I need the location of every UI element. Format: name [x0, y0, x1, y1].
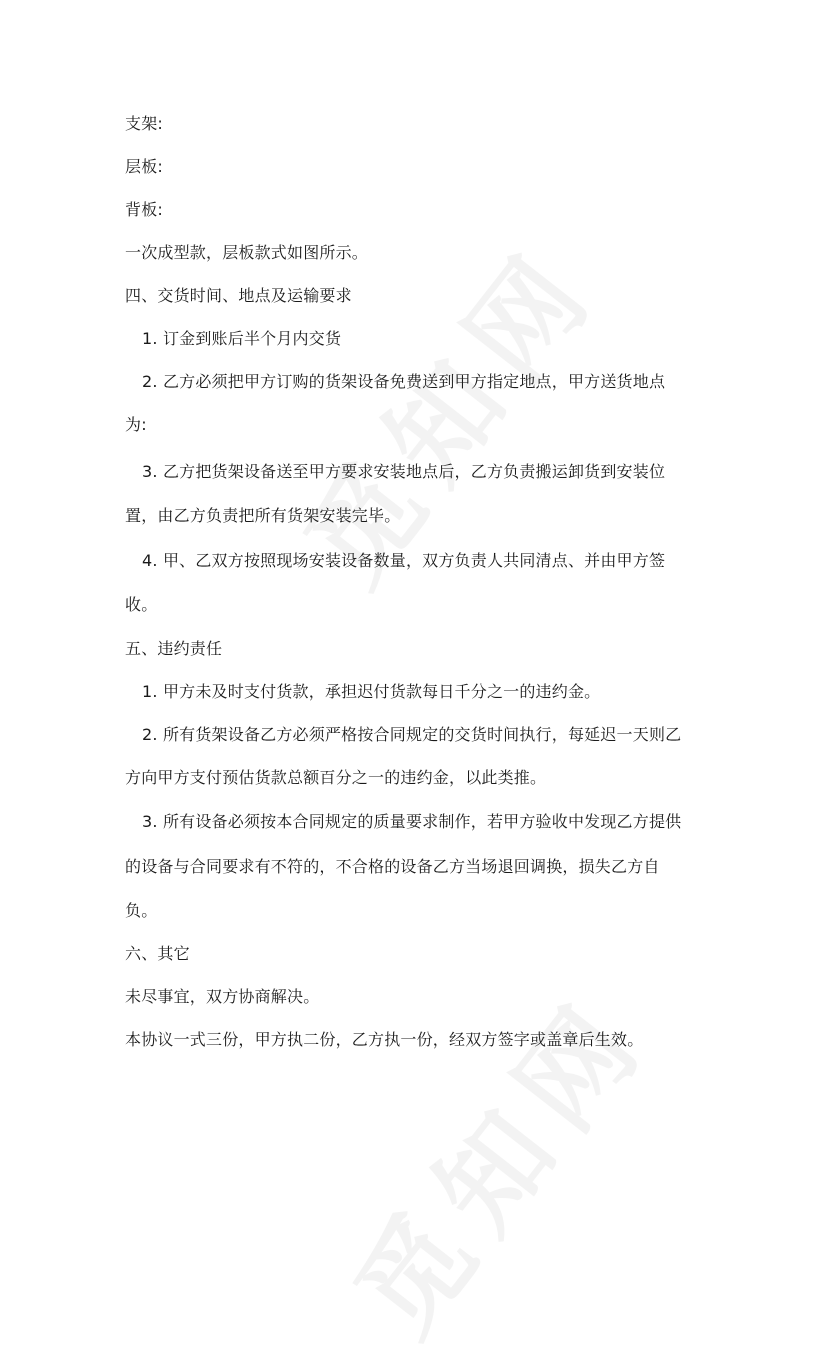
list-item-delivery-1: 1. 订金到账后半个月内交货	[142, 329, 342, 348]
list-item-liability-2-cont: 方向甲方支付预估货款总额百分之一的违约金，以此类推。	[125, 768, 547, 787]
section-heading-delivery: 四、交货时间、地点及运输要求	[125, 286, 352, 305]
list-item-liability-3-cont: 的设备与合同要求有不符的，不合格的设备乙方当场退回调换，损失乙方自	[125, 857, 660, 876]
list-item-liability-3-end: 负。	[125, 901, 158, 920]
section-heading-other: 六、其它	[125, 944, 190, 963]
text-line-shelf-label: 层板:	[125, 157, 163, 176]
list-item-delivery-2: 2. 乙方必须把甲方订购的货架设备免费送到甲方指定地点，甲方送货地点	[142, 372, 666, 391]
text-line-other-1: 未尽事宜，双方协商解决。	[125, 987, 320, 1006]
section-heading-liability: 五、违约责任	[125, 639, 223, 658]
list-item-liability-3: 3. 所有设备必须按本合同规定的质量要求制作，若甲方验收中发现乙方提供	[142, 812, 682, 831]
list-item-delivery-3-cont: 置，由乙方负责把所有货架安装完毕。	[125, 506, 401, 525]
text-line-bracket-label: 支架:	[125, 114, 163, 133]
text-line-other-2: 本协议一式三份，甲方执二份，乙方执一份，经双方签字或盖章后生效。	[125, 1030, 644, 1049]
text-line-style-note: 一次成型款，层板款式如图所示。	[125, 243, 369, 262]
watermark	[313, 957, 678, 1361]
list-item-liability-1: 1. 甲方未及时支付货款，承担迟付货款每日千分之一的违约金。	[142, 682, 601, 701]
list-item-delivery-3: 3. 乙方把货架设备送至甲方要求安装地点后，乙方负责搬运卸货到安装位	[142, 462, 666, 481]
list-item-delivery-2-cont: 为:	[125, 415, 147, 434]
list-item-delivery-4: 4. 甲、乙双方按照现场安装设备数量，双方负责人共同清点、并由甲方签	[142, 551, 666, 570]
text-line-backboard-label: 背板:	[125, 200, 163, 219]
list-item-delivery-4-cont: 收。	[125, 595, 158, 614]
list-item-liability-2: 2. 所有货架设备乙方必须严格按合同规定的交货时间执行，每延迟一天则乙	[142, 725, 682, 744]
